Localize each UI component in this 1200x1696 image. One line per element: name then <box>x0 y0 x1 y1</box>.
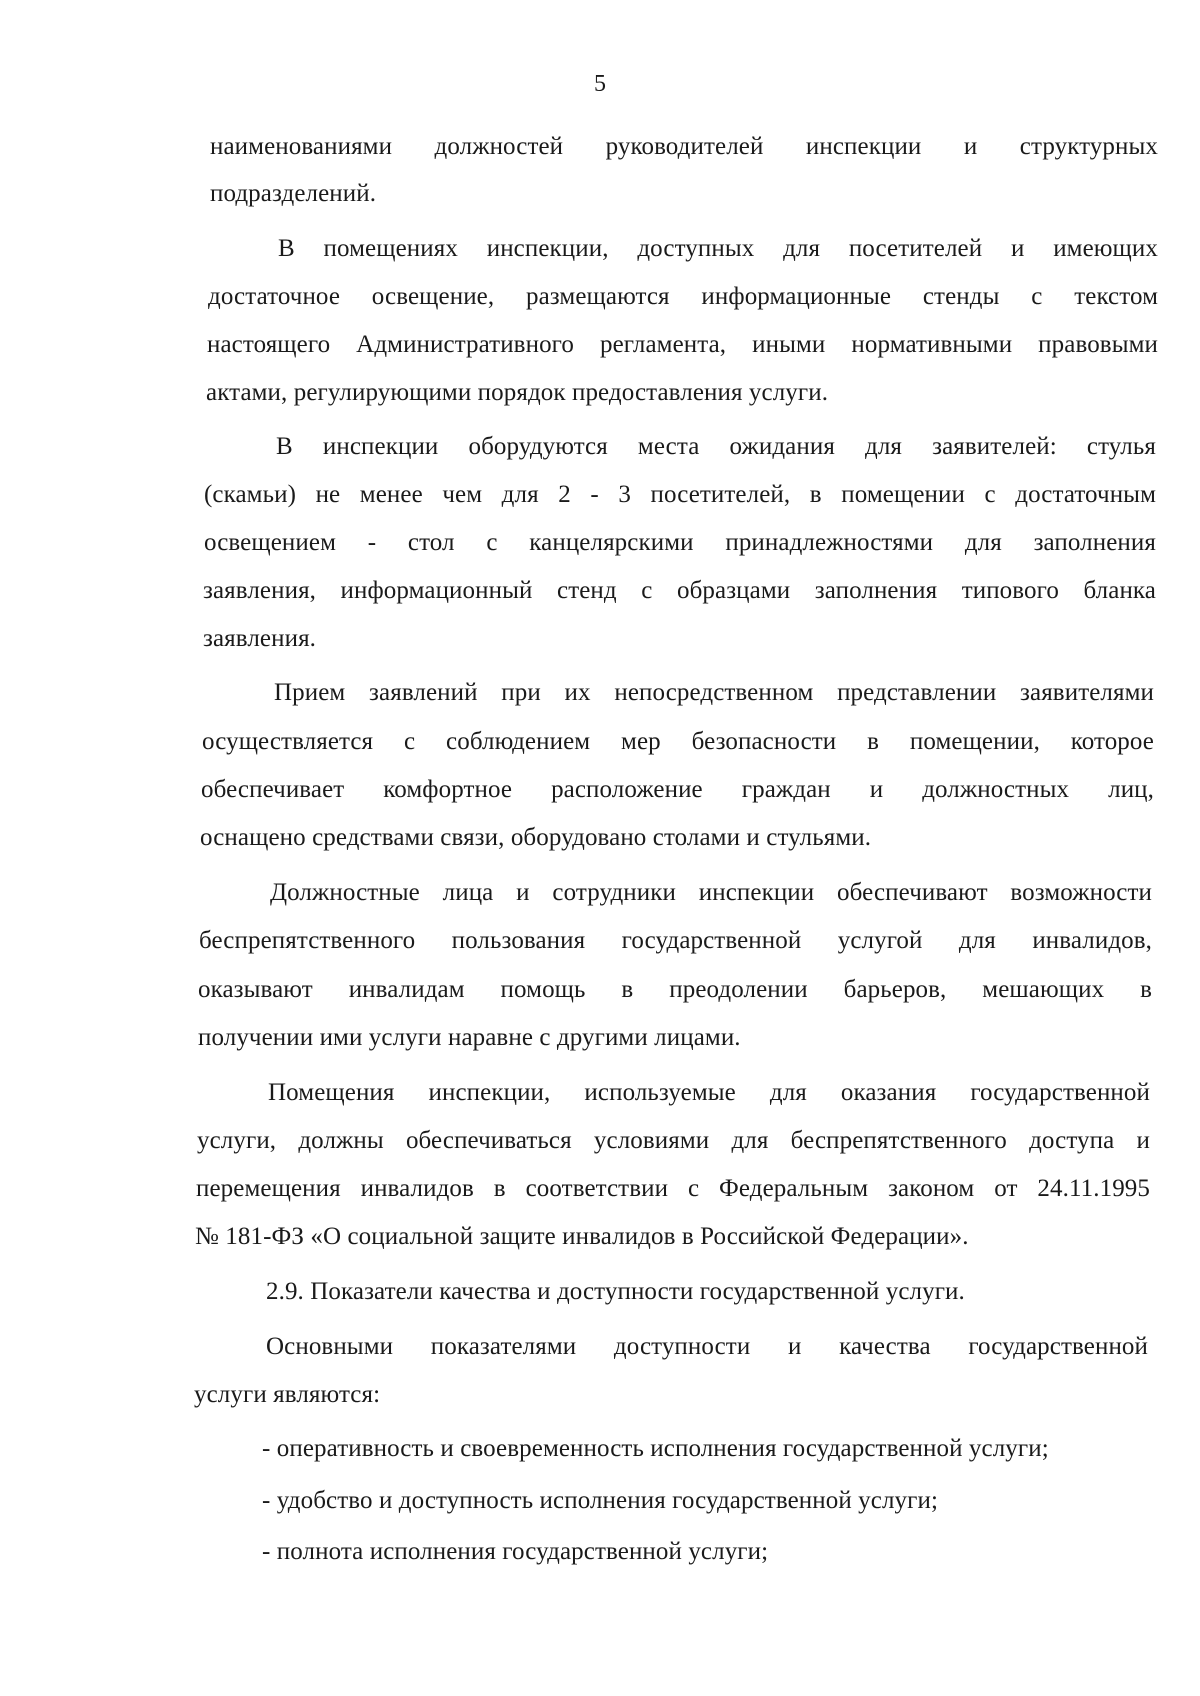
paragraph-line: перемещения инвалидов в соответствии с Федеральным законом от 24.11.1995 <box>196 1175 1150 1202</box>
paragraph-line: оказывают инвалидам помощь в преодолении барьеров, мешающих в <box>198 976 1152 1003</box>
list-item: - полнота исполнения государственной услуги; <box>262 1538 769 1565</box>
paragraph-line: подразделений. <box>210 180 377 207</box>
paragraph-line: осуществляется с соблюдением мер безопасности в помещении, которое <box>202 728 1154 755</box>
paragraph-line: Должностные лица и сотрудники инспекции обеспечивают возможности <box>270 879 1152 906</box>
paragraph-line: актами, регулирующими порядок предоставления услуги. <box>206 379 829 406</box>
page-number: 5 <box>594 71 606 97</box>
paragraph-line: обеспечивает комфортное расположение граждан и должностных лиц, <box>201 776 1154 803</box>
paragraph-line: беспрепятственного пользования государственной услугой для инвалидов, <box>199 927 1152 954</box>
list-item: - удобство и доступность исполнения государственной услуги; <box>262 1487 939 1514</box>
paragraph-line: (скамьи) не менее чем для 2 - 3 посетителей, в помещении с достаточным <box>204 481 1156 508</box>
list-item: - оперативность и своевременность исполнения государственной услуги; <box>262 1435 1049 1462</box>
paragraph-line: наименованиями должностей руководителей инспекции и структурных <box>210 133 1158 160</box>
paragraph-line: достаточное освещение, размещаются информационные стенды с текстом <box>208 283 1158 310</box>
paragraph-line: Помещения инспекции, используемые для оказания государственной <box>268 1079 1150 1106</box>
paragraph-line: № 181-ФЗ «О социальной защите инвалидов в Российской Федерации». <box>195 1223 969 1250</box>
paragraph-line: освещением - стол с канцелярскими принадлежностями для заполнения <box>204 529 1156 556</box>
paragraph-line: заявления. <box>203 625 317 652</box>
paragraph-line: В помещениях инспекции, доступных для посетителей и имеющих <box>278 235 1158 262</box>
paragraph-line: Прием заявлений при их непосредственном представлении заявителями <box>274 679 1154 706</box>
paragraph-line: услуги являются: <box>194 1381 381 1408</box>
paragraph-line: заявления, информационный стенд с образцами заполнения типового бланка <box>203 577 1156 604</box>
paragraph-line: получении ими услуги наравне с другими лицами. <box>198 1024 741 1051</box>
paragraph-line: В инспекции оборудуются места ожидания для заявителей: стулья <box>276 433 1156 460</box>
paragraph-line: оснащено средствами связи, оборудовано столами и стульями. <box>200 824 872 851</box>
paragraph-line: услуги, должны обеспечиваться условиями для беспрепятственного доступа и <box>197 1127 1150 1154</box>
paragraph-line: настоящего Административного регламента, иными нормативными правовыми <box>207 331 1158 358</box>
section-heading: 2.9. Показатели качества и доступности государственной услуги. <box>266 1278 965 1305</box>
paragraph-line: Основными показателями доступности и качества государственной <box>266 1333 1148 1360</box>
